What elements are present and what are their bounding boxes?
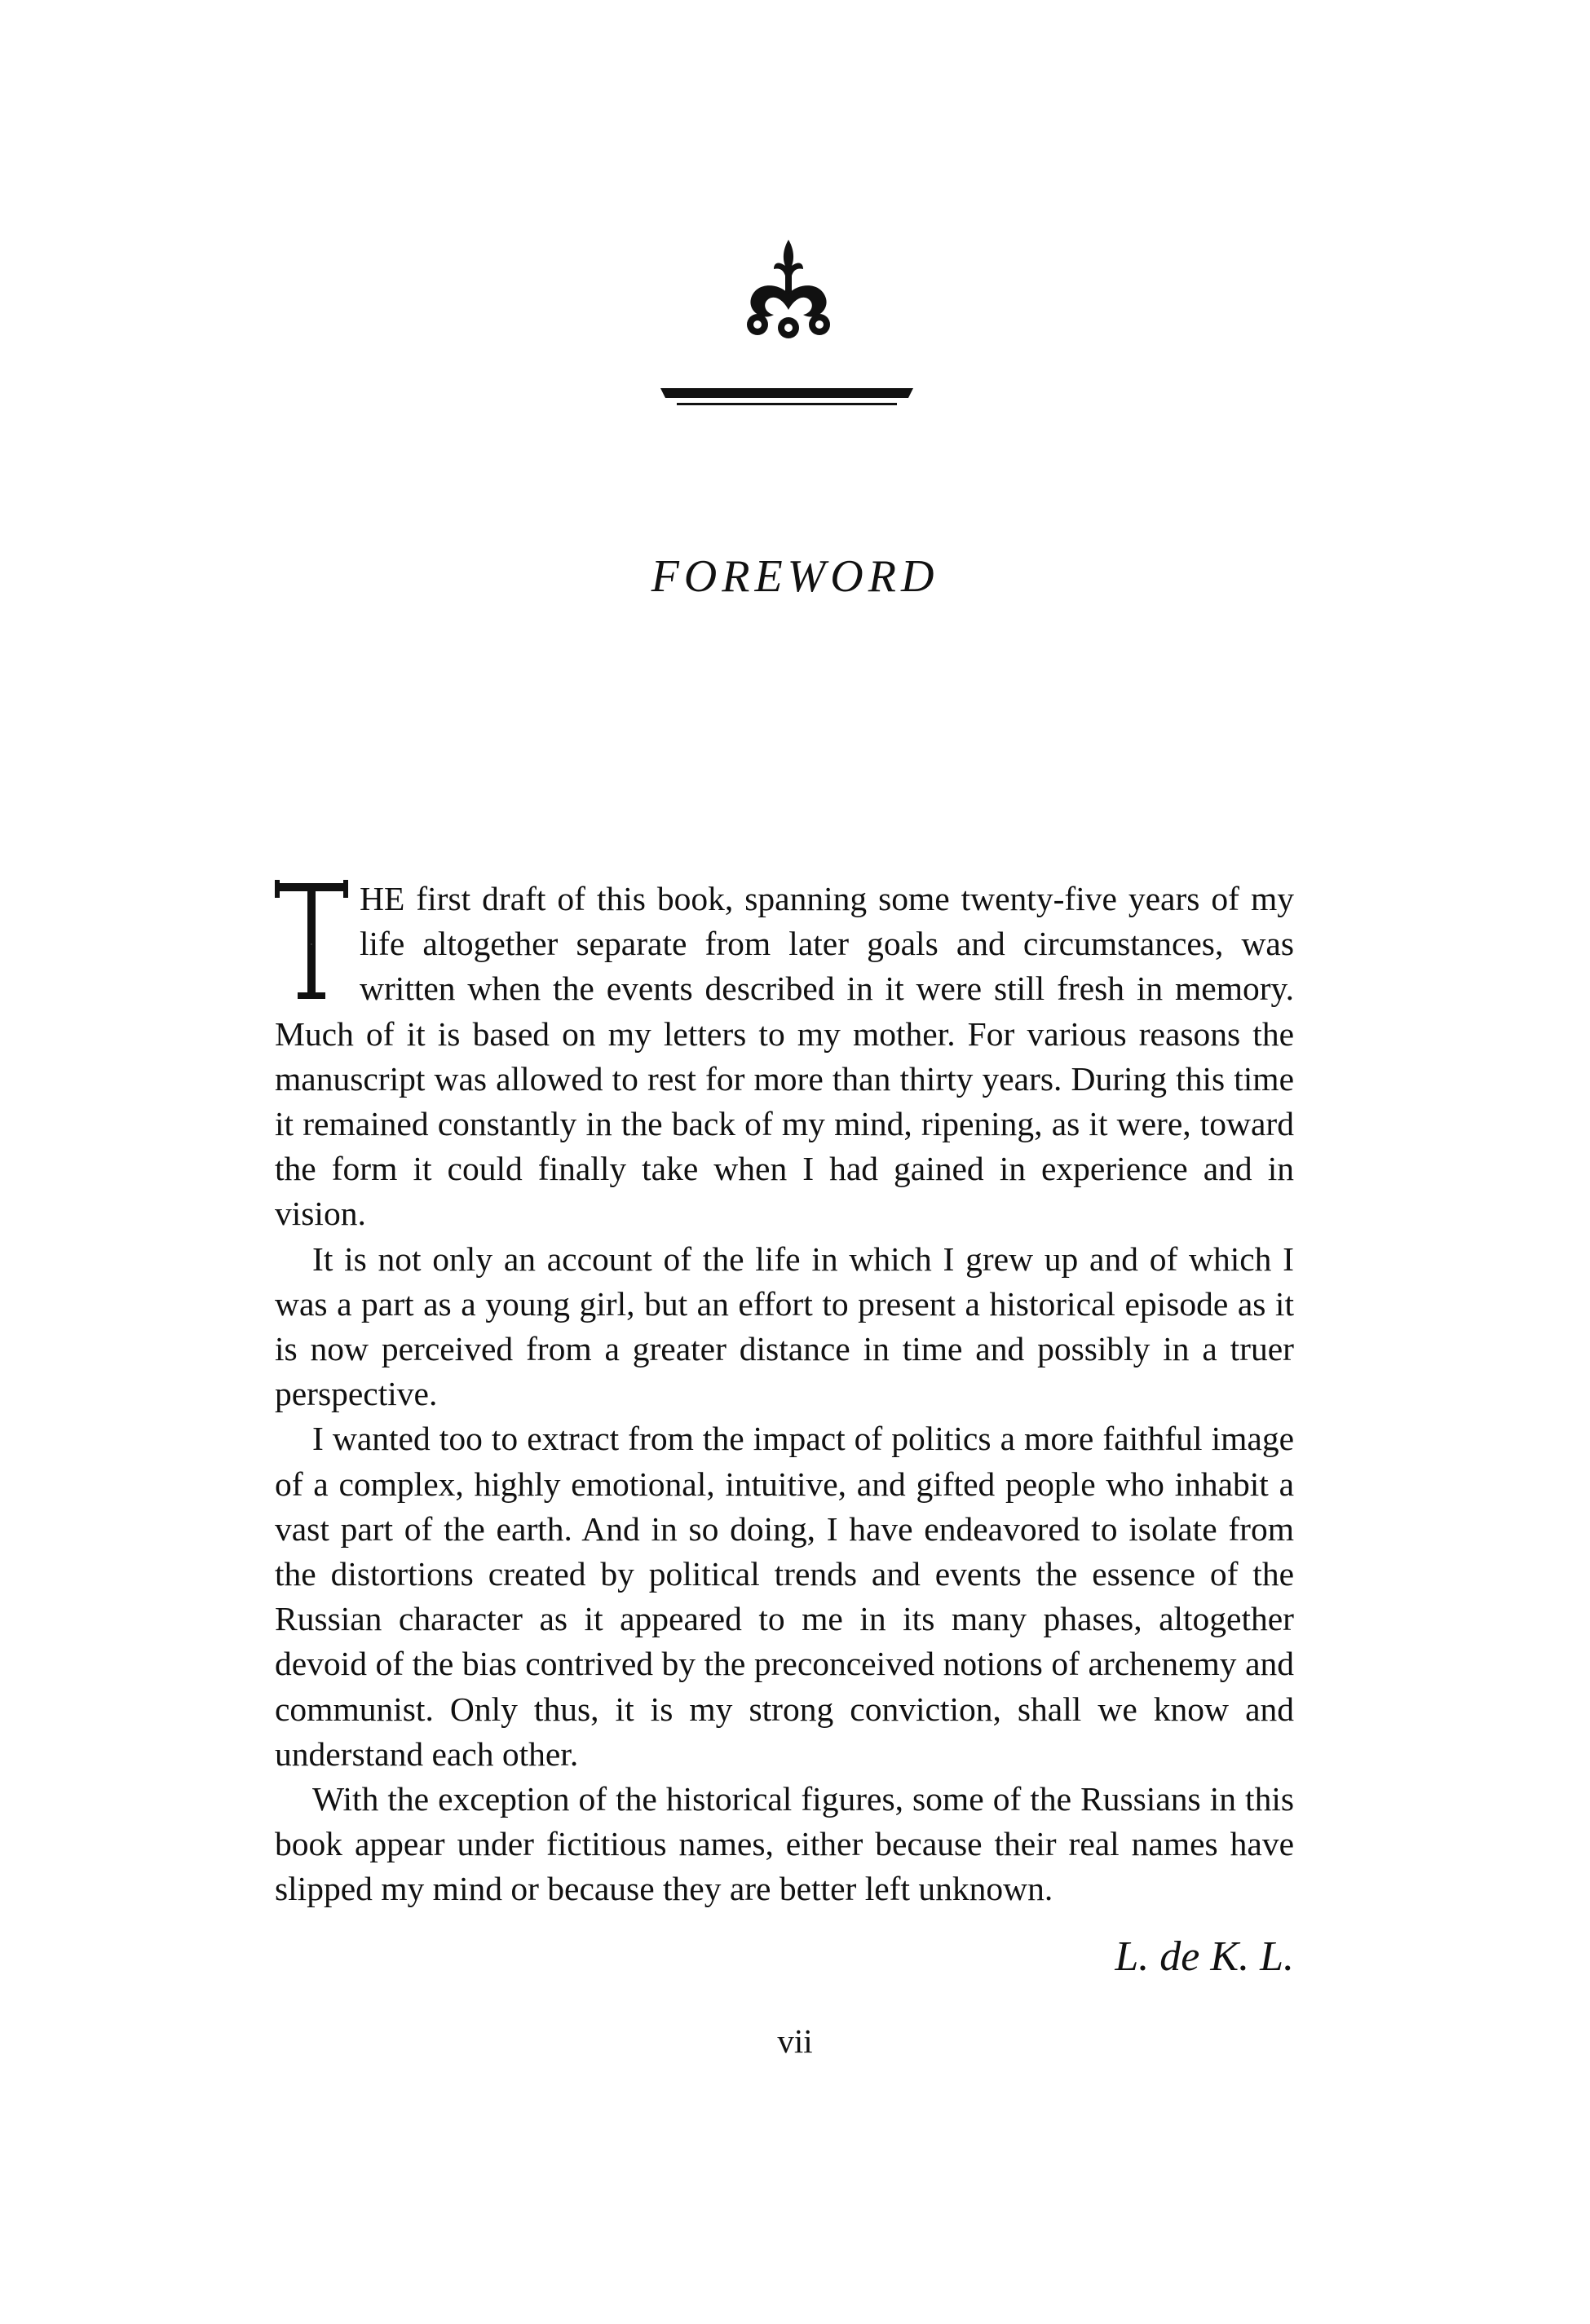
page-number: vii — [777, 2022, 813, 2060]
body-text — [275, 877, 1294, 1912]
drop-cap-letter: T — [311, 944, 312, 946]
page-title: FOREWORD — [651, 551, 939, 602]
signature: L. de K. L. — [1115, 1933, 1294, 1980]
paragraph-1 — [275, 877, 1294, 1237]
paragraph-2: It is not only an account of the life in which I grew up and of which I was a part as a young girl, but an effort to present a historical episode as it is now perceived from a greater distance in time and possibly in a truer perspective. — [275, 1239, 1294, 1413]
drop-cap — [275, 880, 348, 1002]
paragraph-4: With the exception of the historical figures, some of the Russians in this book appear under fictitious names, either because their real names have slipped my mind or because they are better left unknown. — [275, 1780, 1294, 1908]
paragraph-1-text: first draft of this book, spanning some twenty-five years of my life altogether separate from later goals and circumstances, was written when the events described in it were still fresh in memory. Much of it is based on my letters to my mother. For various reasons the manuscript was allowed to rest for more than thirty years. During this time it remained constantly in the back of my mind, ripening, as it were, toward the form it could finally take when I had gained in experience and in vision. — [275, 880, 1294, 1233]
title-rule — [660, 385, 913, 414]
paragraph-3: I wanted too to extract from the impact of politics a more faithful image of a complex, highly emotional, intuitive, and gifted people who inhabit a vast part of the earth. And in so doing, I have endeavored to isolate from the distortions created by political trends and events the essence of the Russian character as it appeared to me in its many phases, altogether devoid of the bias contrived by the preconceived notions of archenemy and communist. Only thus, it is my strong conviction, shall we know and understand each other. — [275, 1420, 1294, 1773]
first-word-rest: HE — [360, 880, 405, 917]
fleuron-icon — [738, 236, 840, 342]
